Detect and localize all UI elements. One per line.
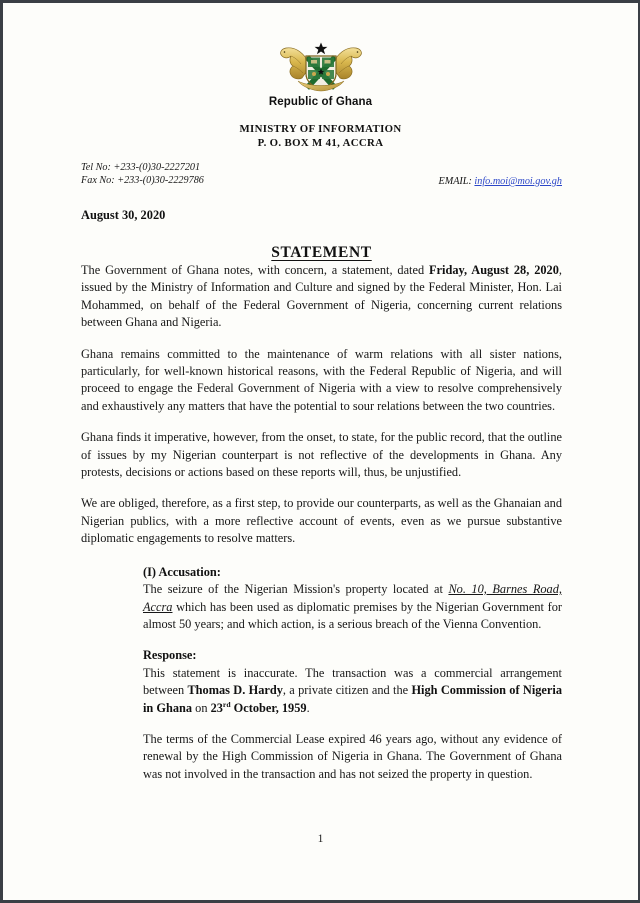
- high-commission-name: High Commission of Nigeria in Ghana: [143, 683, 562, 715]
- fax-number: Fax No: +233-(0)30-2229786: [81, 174, 204, 186]
- accusation-text: [143, 581, 562, 633]
- paragraph-2: Ghana remains committed to the maintenance of warm relations with all sister nations, particularly, for well-known historical reasons, with the Federal Republic of Nigeria, and will proceed to engage the Federal Government of Nigeria with a view to resolve comprehensively and exhaustively any matters that have the potential to sour relations between the two countries.: [81, 346, 562, 413]
- response-text-b: , a private citizen and the: [282, 683, 412, 698]
- email-label: EMAIL:: [438, 176, 472, 187]
- email-block: [438, 176, 562, 187]
- response-text-c: on: [192, 700, 211, 715]
- response-text: [143, 665, 562, 717]
- paragraph-1-text-b: , issued by the Ministry of Information and Culture and signed by the Federal Minister, Hon. Lai Mohammed, on behalf of the Federal Government of Nigeria, concerning current relations between Ghana and Nigeria.: [81, 263, 562, 330]
- accusation-text-a: The seizure of the Nigerian Mission's property located at: [143, 582, 449, 597]
- transaction-date: [211, 701, 307, 715]
- paragraph-1: [81, 262, 562, 332]
- response-text-d: .: [306, 700, 310, 715]
- email-link[interactable]: info.moi@moi.gov.gh: [474, 176, 562, 187]
- referenced-statement-date: Friday, August 28, 2020: [429, 263, 559, 277]
- contact-row: [3, 162, 638, 192]
- document-body: [3, 208, 638, 783]
- accusation-section: [81, 564, 562, 783]
- page-content: [3, 3, 638, 900]
- ghana-coat-of-arms-icon: [3, 39, 638, 93]
- accusation-text-b: which has been used as diplomatic premises by the Nigerian Government for almost 50 years; and which action, is a serious breach of the Vienna Convention.: [143, 599, 562, 631]
- response-text-a: This statement is inaccurate. The transaction was a commercial arrangement between: [143, 665, 562, 698]
- transaction-day: 23: [210, 700, 223, 715]
- paragraph-1-text-a: The Government of Ghana notes, with concern, a statement, dated: [81, 263, 430, 277]
- ministry-name: MINISTRY OF INFORMATION: [239, 123, 402, 135]
- transaction-day-suffix: rd: [222, 699, 231, 709]
- ministry-address: P. O. BOX M 41, ACCRA: [257, 136, 384, 149]
- transaction-month-year: October, 1959: [230, 700, 307, 715]
- ministry-header: [3, 123, 638, 150]
- emblem-caption: Republic of Ghana: [268, 96, 373, 108]
- private-citizen-name: Thomas D. Hardy: [187, 683, 283, 698]
- paragraph-3: Ghana finds it imperative, however, from the onset, to state, for the public record, that the outline of issues by my Nigerian counterpart is not reflective of the developments in Ghana. Any protests, decisions or actions based on these reports will, thus, be unjustified.: [81, 430, 562, 480]
- section-numeral: (I): [143, 564, 157, 579]
- phone-block: [81, 162, 204, 187]
- document-masthead: [3, 3, 638, 150]
- response-heading: Response:: [143, 648, 197, 663]
- telephone-number: Tel No: +233-(0)30-2227201: [81, 162, 201, 173]
- closing-text: The terms of the Commercial Lease expired 46 years ago, without any evidence of renewal by the High Commission of Nigeria in Ghana. The Government of Ghana was not involved in the transaction and has not seized the property in question.: [143, 731, 562, 781]
- paragraph-4: We are obliged, therefore, as a first step, to provide our counterparts, as well as the Ghanaian and Nigerian publics, with a more reflective account of events, even as we pursue substantive diplomatic engagements to resolve matters.: [81, 496, 562, 546]
- accusation-heading: [143, 564, 562, 581]
- document-date: August 30, 2020: [81, 208, 166, 222]
- page-number: 1: [317, 833, 324, 845]
- section-heading-label: Accusation:: [158, 564, 221, 579]
- property-address: No. 10, Barnes Road, Accra: [143, 582, 562, 614]
- page-title: STATEMENT: [271, 244, 372, 261]
